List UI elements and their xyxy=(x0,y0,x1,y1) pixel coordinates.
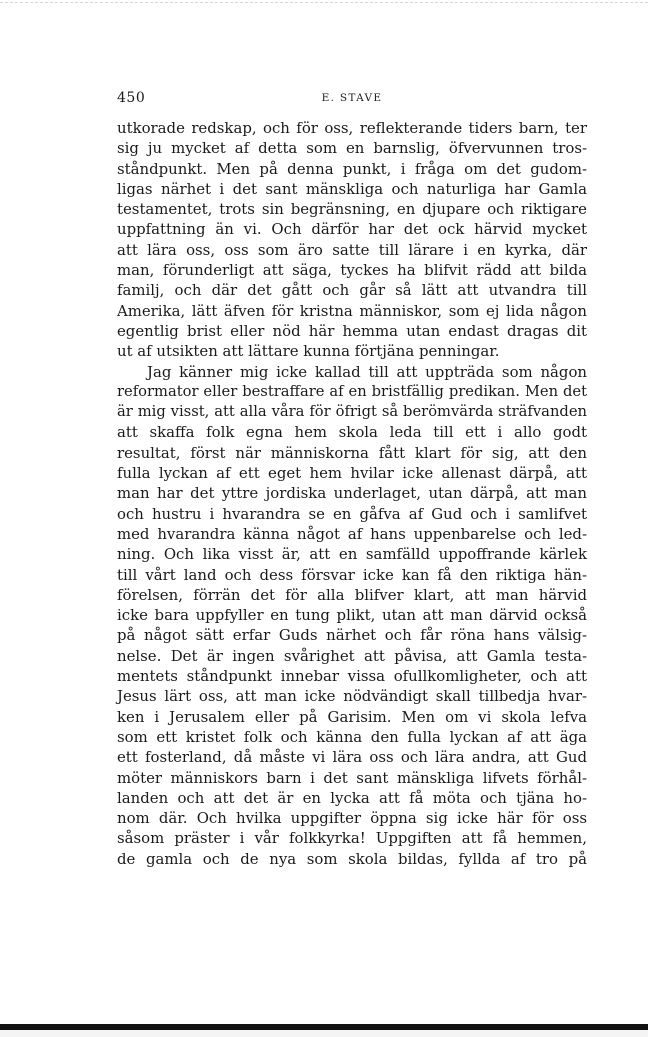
text-line: icke bara uppfyller en tung plikt, utan att man därvid också xyxy=(117,606,587,625)
text-line: de gamla och de nya som skola bildas, fyllda af tro på xyxy=(117,849,587,868)
text-line: är mig visst, att alla våra för öfrigt så berömvärda sträfvanden xyxy=(117,403,587,421)
text-line: möter människors barn i det sant mänskliga lifvets förhål- xyxy=(117,768,587,787)
text-line: ut af utsikten att lättare kunna förtjäna penningar. xyxy=(117,342,500,361)
page-number: 450 xyxy=(117,90,146,106)
text-line: som ett kristet folk och känna den fulla lyckan af att äga xyxy=(117,727,587,746)
text-line: nom där. Och hvilka uppgifter öppna sig icke här för oss xyxy=(117,809,587,828)
text-line: såsom präster i vår folkkyrka! Uppgiften att få hemmen, xyxy=(117,829,587,848)
text-line: och hustru i hvarandra se en gåfva af Gud och i samlifvet xyxy=(117,504,587,523)
text-line: testamentet, trots sin begränsning, en djupare och riktigare xyxy=(117,200,587,219)
text-line: ett fosterland, då måste vi lära oss och lära andra, att Gud xyxy=(117,748,587,767)
text-line: mentets ståndpunkt innebar vissa ofullkomligheter, och att xyxy=(117,667,587,686)
text-line: man, förunderligt att säga, tyckes ha blifvit rädd att bilda xyxy=(117,261,587,280)
text-line: Jesus lärt oss, att man icke nödvändigt skall tillbedja hvar- xyxy=(117,687,587,706)
text-line: familj, och där det gått och går så lätt att utvandra till xyxy=(117,281,587,300)
page-header xyxy=(117,90,587,112)
text-line: Amerika, lätt äfven för kristna människor, som ej lida någon xyxy=(117,301,587,320)
text-line: uppfattning än vi. Och därför har det ock härvid mycket xyxy=(117,220,587,239)
body-text xyxy=(117,118,587,869)
text-line: ken i Jerusalem eller på Garisim. Men om vi skola lefva xyxy=(117,707,587,726)
text-line: ning. Och lika visst är, att en samfälld uppoffrande kärlek xyxy=(117,545,587,564)
text-line: egentlig brist eller nöd här hemma utan endast dragas dit xyxy=(117,321,587,340)
text-line: med hvarandra känna något af hans uppenbarelse och led- xyxy=(117,524,587,543)
text-line: landen och att det är en lycka att få möta och tjäna ho- xyxy=(117,788,587,807)
text-line: ståndpunkt. Men på denna punkt, i fråga om det gudom- xyxy=(117,159,587,178)
text-line: till vårt land och dess försvar icke kan få den riktiga hän- xyxy=(117,565,587,584)
text-line: fulla lyckan af ett eget hem hvilar icke allenast därpå, att xyxy=(117,464,587,483)
page-top-edge xyxy=(0,2,648,3)
text-line: resultat, först när människorna fått klart för sig, att den xyxy=(117,443,587,462)
text-line: förelsen, förrän det för alla blifver klart, att man härvid xyxy=(117,585,587,604)
text-line: på något sätt erfar Guds närhet och får röna hans välsig- xyxy=(117,626,587,645)
text-line: att skaffa folk egna hem skola leda till ett i allo godt xyxy=(117,423,587,442)
text-line: ligas närhet i det sant mänskliga och naturliga har Gamla xyxy=(117,179,587,198)
text-line: Jag känner mig icke kallad till att uppträda som någon xyxy=(147,362,587,381)
text-line: att lära oss, oss som äro satte till lärare i en kyrka, där xyxy=(117,240,587,259)
running-head: E. STAVE xyxy=(321,92,383,104)
text-line: man har det yttre jordiska underlaget, utan därpå, att man xyxy=(117,484,587,503)
text-line: reformator eller bestraffare af en bristfällig predikan. Men det xyxy=(117,382,587,400)
text-line: utkorade redskap, och för oss, reflekterande tiders barn, ter xyxy=(117,119,587,137)
text-line: nelse. Det är ingen svårighet att påvisa, att Gamla testa- xyxy=(117,646,587,665)
text-line: sig ju mycket af detta som en barnslig, öfvervunnen tros- xyxy=(117,139,587,158)
bottom-scan-shade xyxy=(0,1030,648,1037)
